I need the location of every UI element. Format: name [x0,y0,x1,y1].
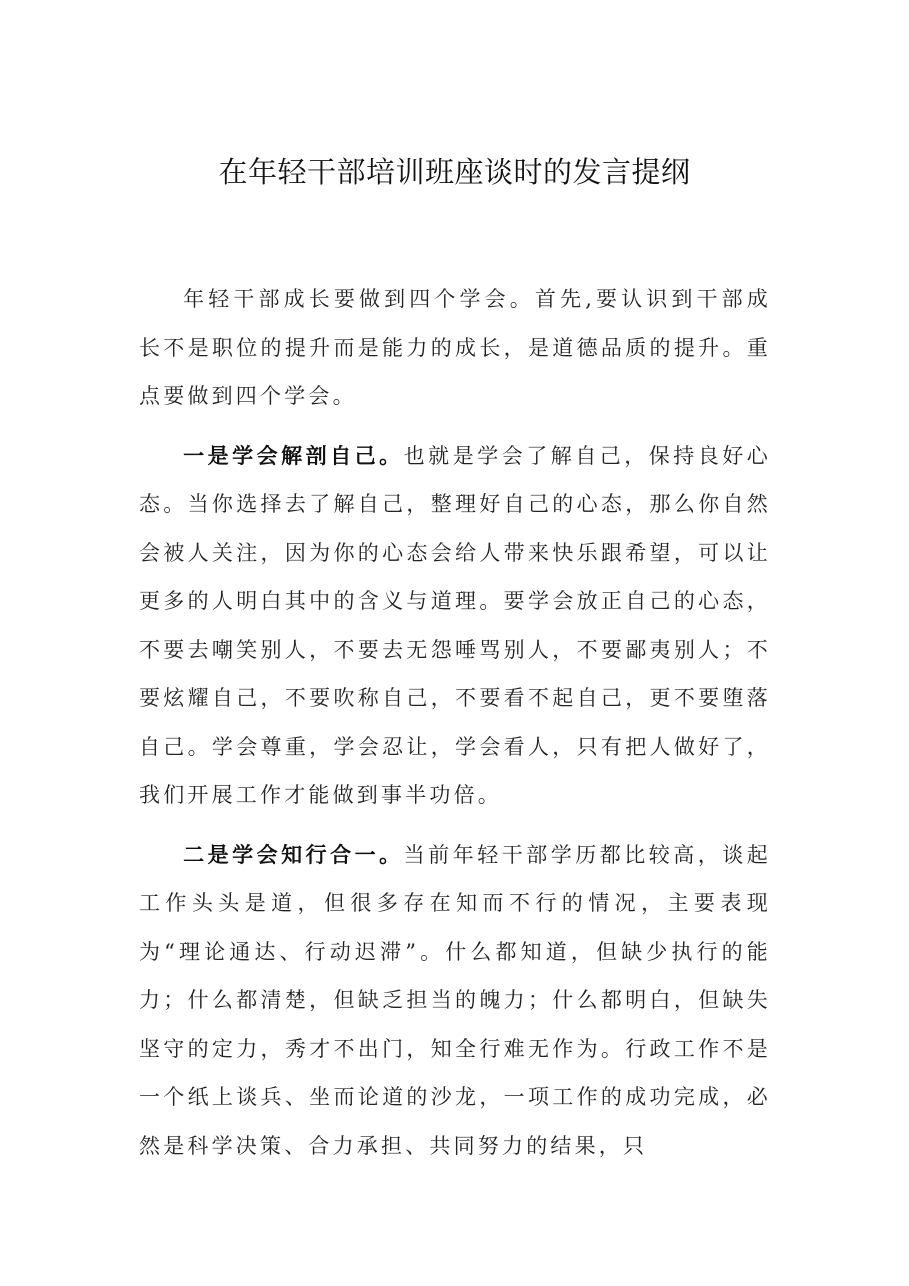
document-title: 在年轻干部培训班座谈时的发言提纲 [218,155,691,189]
paragraph-text: 也就是学会了解自己，保持良好心态。当你选择去了解自己，整理好自己的心态，那么你自然会被人关注，因为你的心态会给人带来快乐跟希望，可以让更多的人明白其中的含义与道理。要学会放正自己的心态，不要去嘲笑别人，不要去无怨唾骂别人，不要鄙夷别人；不要炫耀自己，不要吹称自己，不要看不起自己，更不要堕落自己。学会尊重，学会忍让，学会看人，只有把人做好了，我们开展工作才能做到事半功倍。 [139,443,771,807]
paragraph-text: 年轻干部成长要做到四个学会。首先,要认识到干部成长不是职位的提升而是能力的成长，是道德品质的提升。重点要做到四个学会。 [139,287,771,408]
paragraph-intro [139,275,771,421]
paragraph-lead: 二是学会知行合一。 [183,841,404,867]
document-body [139,275,771,1181]
paragraph-point-one [139,432,771,820]
paragraph-lead: 一是学会解剖自己。 [183,442,404,468]
paragraph-point-two [139,831,771,1171]
paragraph-text: 当前年轻干部学历都比较高，谈起工作头头是道，但很多存在知而不行的情况，主要表现为“理论通达、行动迟滞”。什么都知道，但缺少执行的能力；什么都清楚，但缺乏担当的魄力；什么都明白，但缺失坚守的定力，秀才不出门，知全行难无作为。行政工作不是一个纸上谈兵、坐而论道的沙龙，一项工作的成功完成，必然是科学决策、合力承担、共同努力的结果，只 [139,842,771,1158]
